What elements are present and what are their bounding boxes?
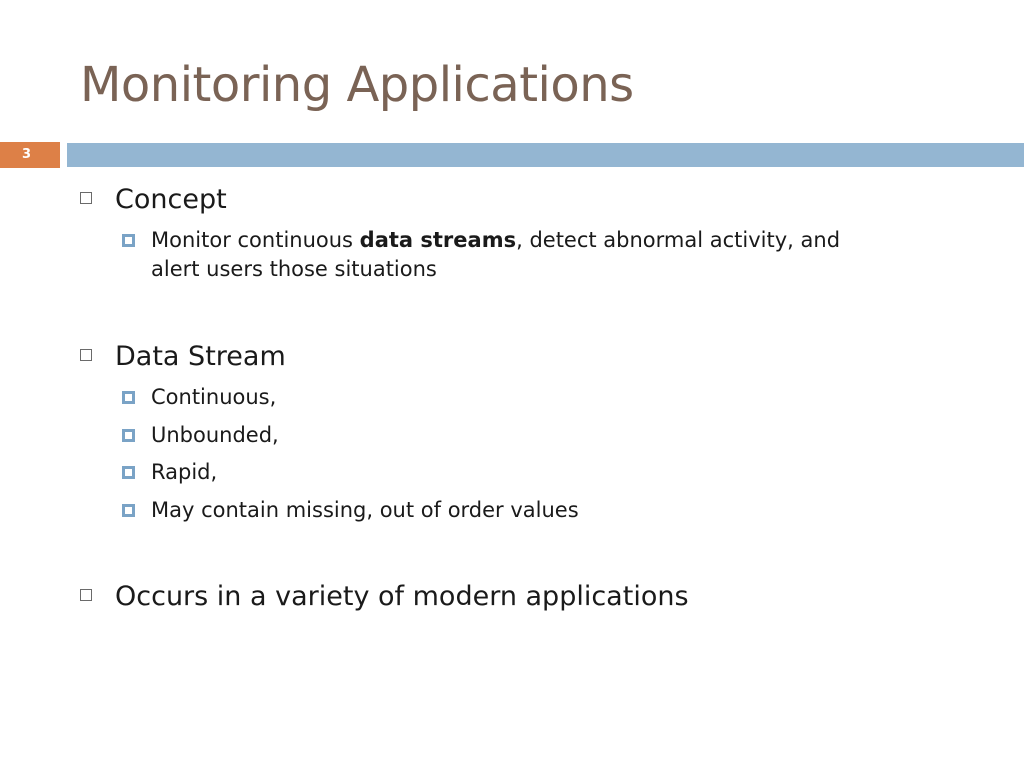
slide-title: Monitoring Applications xyxy=(80,57,634,113)
hollow-square-bullet-icon xyxy=(80,192,92,204)
emphasis-data-streams: data streams xyxy=(359,228,517,252)
bullet-label: Occurs in a variety of modern applications xyxy=(115,581,689,612)
header-bar xyxy=(67,143,1024,167)
sub-bullet-text: alert users those situations xyxy=(151,257,437,281)
slide-number: 3 xyxy=(0,142,60,168)
sub-bullet-text: Monitor continuous data streams, detect abnormal activity, and xyxy=(151,228,841,252)
hollow-square-bullet-icon xyxy=(80,589,92,601)
sub-bullet-text: Unbounded, xyxy=(151,423,279,447)
framed-square-bullet-icon xyxy=(122,429,135,442)
sub-bullet-text: Continuous, xyxy=(151,385,277,409)
framed-square-bullet-icon xyxy=(122,234,135,247)
framed-square-bullet-icon xyxy=(122,391,135,404)
hollow-square-bullet-icon xyxy=(80,349,92,361)
framed-square-bullet-icon xyxy=(122,504,135,517)
bullet-label: Concept xyxy=(115,184,227,215)
framed-square-bullet-icon xyxy=(122,466,135,479)
sub-bullet-text: Rapid, xyxy=(151,460,218,484)
sub-bullet-text: May contain missing, out of order values xyxy=(151,498,579,522)
bullet-label: Data Stream xyxy=(115,341,286,372)
